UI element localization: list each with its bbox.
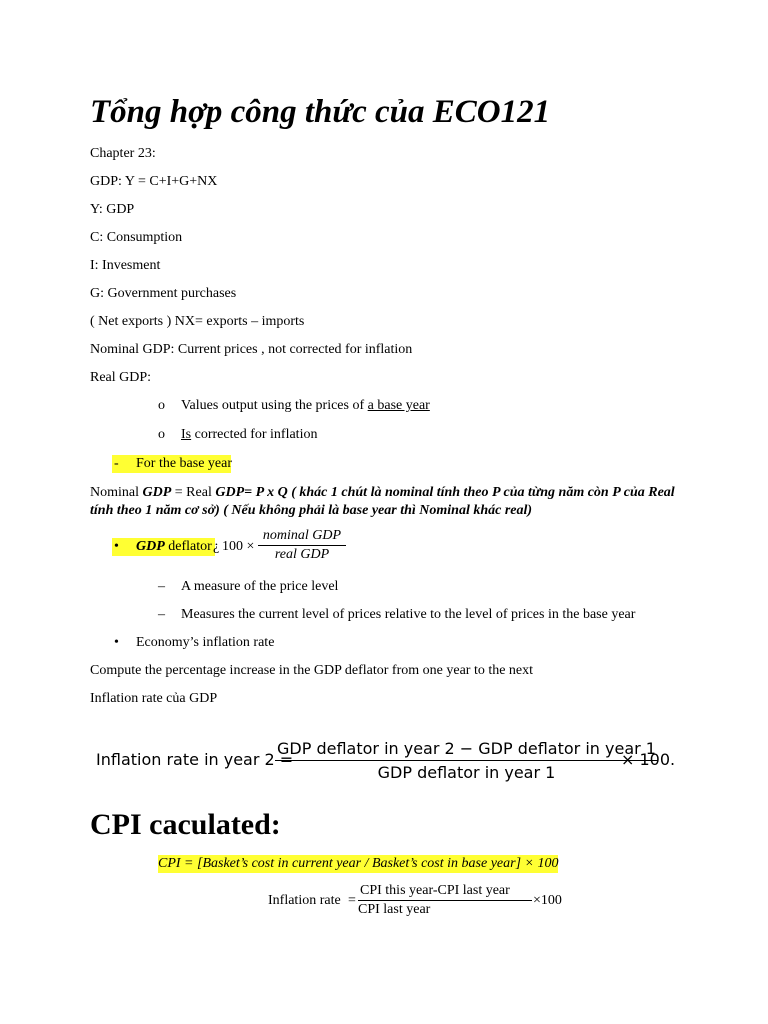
cpi-inflation-fraction bbox=[358, 882, 532, 919]
fraction-denominator: real GDP bbox=[274, 547, 330, 562]
real-gdp-item-1 bbox=[181, 397, 430, 415]
nominal-real-paragraph bbox=[90, 484, 680, 520]
cpi-heading: CPI caculated: bbox=[90, 808, 281, 841]
gdp-formula-line: GDP: Y = C+I+G+NX bbox=[90, 174, 218, 189]
text-run: = Real bbox=[171, 485, 216, 500]
inflation-formula-rhs: × 100. bbox=[621, 750, 676, 769]
times-100: ×100 bbox=[533, 893, 562, 908]
text-run-bold: GDP= P x Q ( khác 1 chút là nominal tính theo P của từng năm còn P của Real tính theo 1 năm cơ sở) ( Nếu không phải là base year thì Nominal khác real) bbox=[90, 485, 675, 518]
compute-line: Compute the percentage increase in the GDP deflator from one year to the next bbox=[90, 663, 534, 678]
times-100: 100 × bbox=[222, 539, 255, 554]
nominal-gdp-line: Nominal GDP: Current prices , not corrected for inflation bbox=[90, 342, 413, 357]
underlined-text: Is bbox=[181, 427, 192, 442]
item-text: corrected for inflation bbox=[191, 427, 318, 442]
base-year-text: For the base year bbox=[136, 456, 233, 471]
real-gdp-item-2 bbox=[181, 426, 317, 444]
inflation-gdp-label: Inflation rate của GDP bbox=[90, 691, 218, 706]
gdp-label: GDP bbox=[136, 539, 165, 554]
glyph-char: ¿ bbox=[213, 539, 220, 554]
economy-inflation-item: Economy’s inflation rate bbox=[136, 635, 275, 650]
list-bullet: o bbox=[158, 427, 165, 442]
deflator-sub-item-2: Measures the current level of prices relative to the level of prices in the base year bbox=[181, 607, 636, 622]
c-definition: C: Consumption bbox=[90, 230, 183, 245]
fraction-denominator: CPI last year bbox=[358, 902, 431, 917]
deflator-sub-item-1: A measure of the price level bbox=[181, 579, 339, 594]
text-run: Nominal bbox=[90, 485, 143, 500]
cpi-formula: CPI = [Basket’s cost in current year / Basket’s cost in base year] × 100 bbox=[158, 856, 559, 871]
underlined-text: a base year bbox=[367, 398, 430, 413]
list-bullet: o bbox=[158, 398, 165, 413]
item-text: Values output using the prices of bbox=[181, 398, 368, 413]
i-definition: I: Invesment bbox=[90, 258, 161, 273]
bullet: • bbox=[114, 539, 119, 554]
document-title: Tổng hợp công thức của ECO121 bbox=[90, 94, 551, 130]
equals-sign: = bbox=[348, 893, 356, 908]
real-gdp-line: Real GDP: bbox=[90, 370, 152, 385]
nx-definition: ( Net exports ) NX= exports – imports bbox=[90, 314, 305, 329]
dash-bullet: – bbox=[158, 607, 165, 622]
g-definition: G: Government purchases bbox=[90, 286, 237, 301]
dash-bullet: - bbox=[114, 456, 119, 471]
base-year-highlight bbox=[112, 455, 231, 473]
cpi-inflation-lhs: Inflation rate bbox=[268, 893, 341, 908]
fraction-denominator: GDP deflator in year 1 bbox=[377, 763, 556, 782]
deflator-highlight bbox=[112, 538, 215, 556]
bullet: • bbox=[114, 635, 119, 650]
inflation-formula-fraction bbox=[275, 738, 658, 785]
text-run-bold: GDP bbox=[142, 485, 172, 500]
inflation-formula-lhs: Inflation rate in year 2 = bbox=[96, 750, 294, 769]
fraction-numerator: CPI this year-CPI last year bbox=[358, 882, 532, 901]
chapter-line: Chapter 23: bbox=[90, 146, 156, 161]
fraction-numerator: nominal GDP bbox=[258, 527, 346, 546]
y-definition: Y: GDP bbox=[90, 202, 135, 217]
deflator-label: deflator bbox=[164, 539, 212, 554]
dash-bullet: – bbox=[158, 579, 165, 594]
deflator-fraction bbox=[258, 527, 346, 564]
fraction-numerator: GDP deflator in year 2 − GDP deflator in year 1 bbox=[275, 738, 658, 761]
